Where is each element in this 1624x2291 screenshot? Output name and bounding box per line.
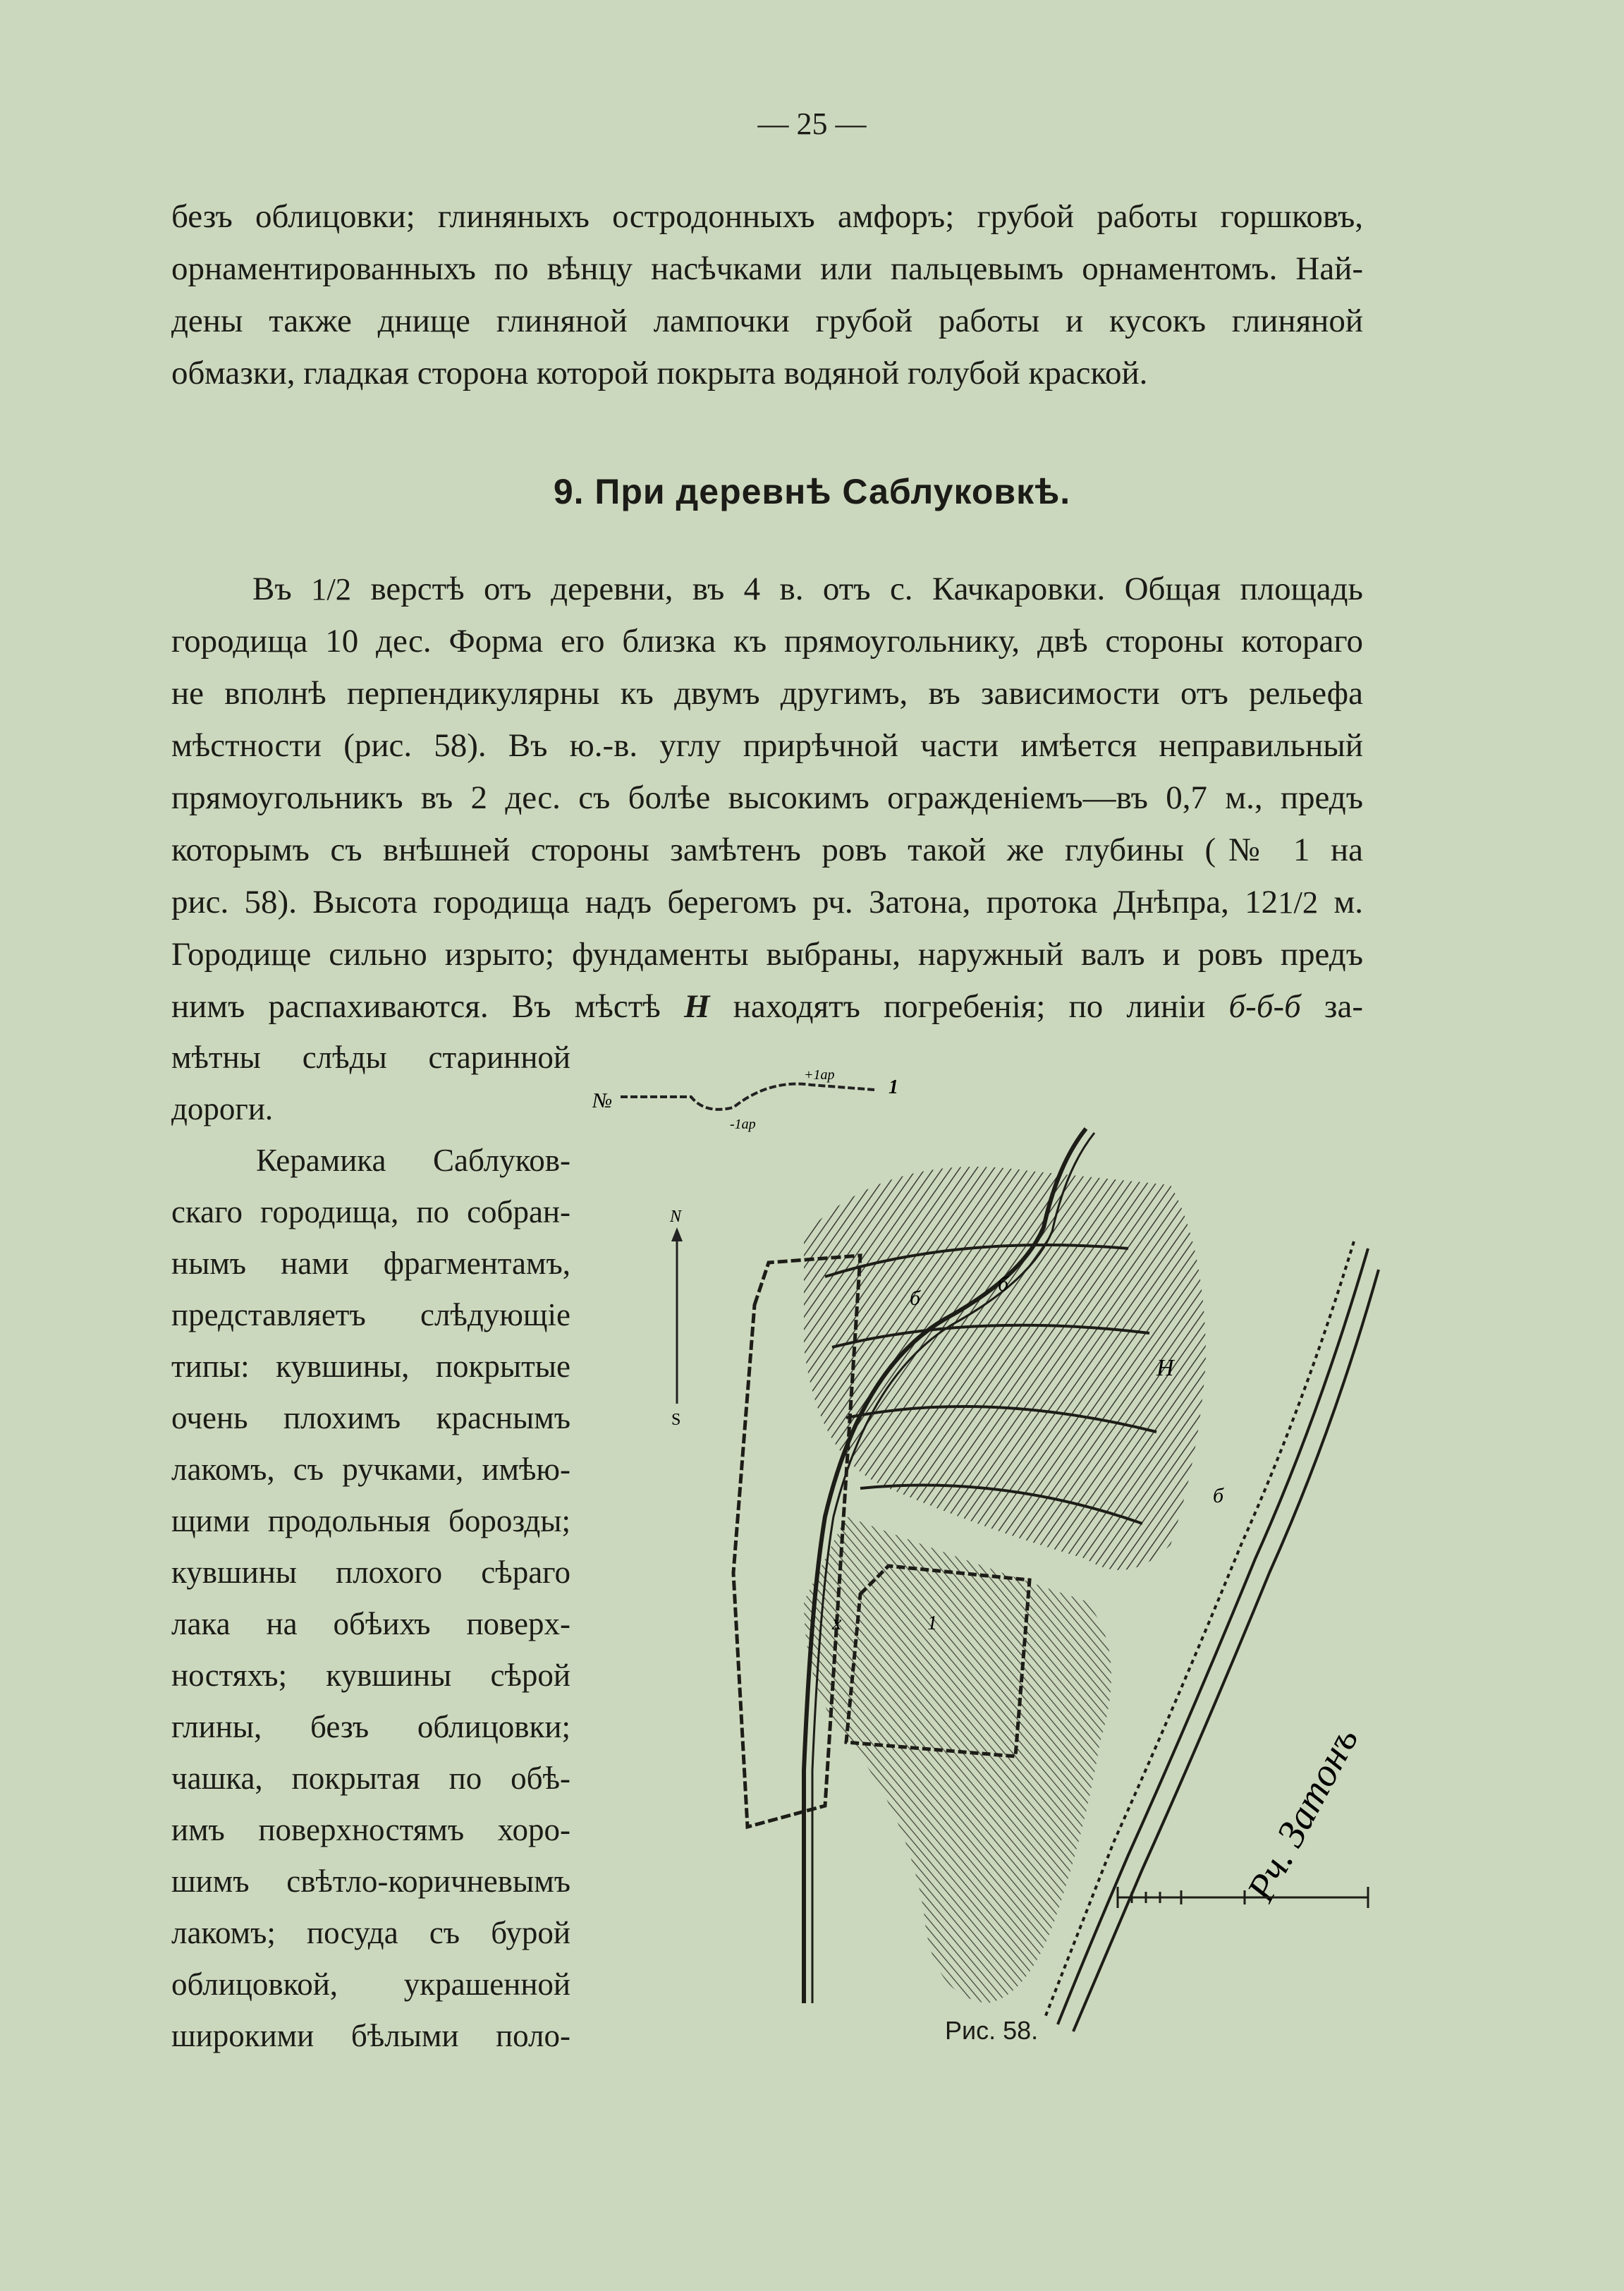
profile-line (621, 1084, 874, 1110)
text-line: нымъ нами фрагментамъ, (171, 1246, 570, 1281)
text-line: дороги. (171, 1091, 274, 1126)
river-label: Рч. Затонъ (1238, 1720, 1367, 1909)
text-line: Городище сильно изрыто; фундаменты выбраны, наружный валъ и ровъ предъ (171, 936, 1363, 973)
text-line: орнаментированныхъ по вѣнцу насѣчками или пальцевымъ орнаментомъ. Най- (171, 250, 1363, 287)
mark-h-label: Н (1156, 1355, 1174, 1381)
text-line: лакомъ, съ ручками, имѣю- (171, 1452, 570, 1487)
mark-b-label: б (998, 1272, 1009, 1296)
text-line: городища 10 дес. Форма его близка къ прямоугольнику, двѣ стороны котораго (171, 623, 1363, 660)
top-paragraph (171, 190, 1363, 399)
text-line (171, 876, 1363, 928)
text-line: кувшины плохого сѣраго (171, 1555, 570, 1590)
text-line: шимъ свѣтло-коричневымъ (171, 1864, 570, 1899)
text-fragment: рис. 58). Высота городища надъ берегомъ рч. Затона, протока Днѣпра, 12 (171, 884, 1278, 920)
text-fragment: верстѣ отъ деревни, въ 4 в. отъ с. Качкаровки. Общая площадь (351, 571, 1363, 607)
text-line: представляетъ слѣдующіе (171, 1297, 570, 1332)
text-fragment: м. (1318, 884, 1363, 920)
text-fragment: Въ (252, 571, 312, 607)
text-line: дены также днище глиняной лампочки грубой работы и кусокъ глиняной (171, 303, 1363, 339)
text-line: Керамика Саблуков- (256, 1143, 570, 1178)
text-line: лака на обѣихъ поверх- (171, 1606, 570, 1641)
text-line: которымъ съ внѣшней стороны замѣтенъ ровъ такой же глубины (№ 1 на (171, 832, 1363, 868)
text-line: имъ поверхностямъ хоро- (171, 1812, 570, 1847)
text-line: очень плохимъ краснымъ (171, 1400, 570, 1435)
text-line: мѣстности (рис. 58). Въ ю.-в. углу прирѣчной части имѣется неправильный (171, 727, 1363, 764)
section-heading: 9. При деревнѣ Саблуковкѣ. (553, 472, 1071, 511)
text-line: не вполнѣ перпендикулярны къ двумъ другимъ, въ зависимости отъ рельефа (171, 675, 1363, 712)
text-line: прямоугольникъ въ 2 дес. съ болѣе высокимъ огражденіемъ—въ 0,7 м., предъ (171, 779, 1363, 816)
side-column (171, 1032, 570, 2062)
compass-arrow (669, 1208, 683, 1429)
text-line: скаго городища, по собран- (171, 1194, 570, 1229)
text-line: глины, безъ облицовки; (171, 1709, 570, 1744)
fraction: 1/2 (311, 571, 352, 607)
text-line: широкими бѣлыми поло- (171, 2018, 570, 2053)
profile-one-label: 1 (889, 1076, 898, 1098)
text-fragment: находятъ погребенія; по линіи (709, 988, 1229, 1025)
site-plan-figure (592, 1065, 1382, 2038)
page-number: — 25 — (757, 107, 867, 141)
text-line: щими продольныя борозды; (171, 1503, 570, 1538)
terrain-lower (804, 1517, 1111, 2003)
text-line: обмазки, гладкая сторона которой покрыта водяной голубой краской. (171, 355, 1148, 391)
compass-s-label: S (671, 1411, 681, 1429)
profile-down-label: -1ар (730, 1117, 756, 1132)
text-fragment: нимъ распахиваются. Въ мѣстѣ (171, 988, 684, 1025)
mark-b-label: б (910, 1287, 921, 1310)
mark-x-label: х (832, 1611, 842, 1634)
text-line: ностяхъ; кувшины сѣрой (171, 1658, 570, 1693)
text-line: облицовкой, украшенной (171, 1967, 570, 2002)
text-line: безъ облицовки; глиняныхъ остродонныхъ амфоръ; грубой работы горшковъ, (171, 198, 1363, 235)
text-line: типы: кувшины, покрытые (171, 1349, 570, 1384)
mark-b-label: б (1213, 1484, 1224, 1507)
main-paragraph (171, 563, 1363, 1033)
text-line (171, 980, 1363, 1033)
terrain-upper (804, 1167, 1206, 1570)
mark-1-label: 1 (927, 1612, 937, 1634)
fraction: 1/2 (1278, 885, 1319, 920)
profile-section (592, 1067, 898, 1132)
compass-n-label: N (670, 1208, 682, 1226)
text-line: мѣтны слѣды старинной (171, 1040, 570, 1075)
mark-bbb: б-б-б (1228, 988, 1301, 1025)
figure-caption: Рис. 58. (945, 2016, 1039, 2045)
text-line: чашка, покрытая по обѣ- (171, 1761, 570, 1796)
text-line: лакомъ; посуда съ бурой (171, 1915, 570, 1950)
profile-up-label: +1ар (804, 1067, 835, 1083)
text-fragment: за- (1300, 988, 1364, 1025)
mark-h: Н (683, 988, 710, 1025)
profile-no-label: № (592, 1089, 613, 1112)
text-line (171, 563, 1363, 615)
